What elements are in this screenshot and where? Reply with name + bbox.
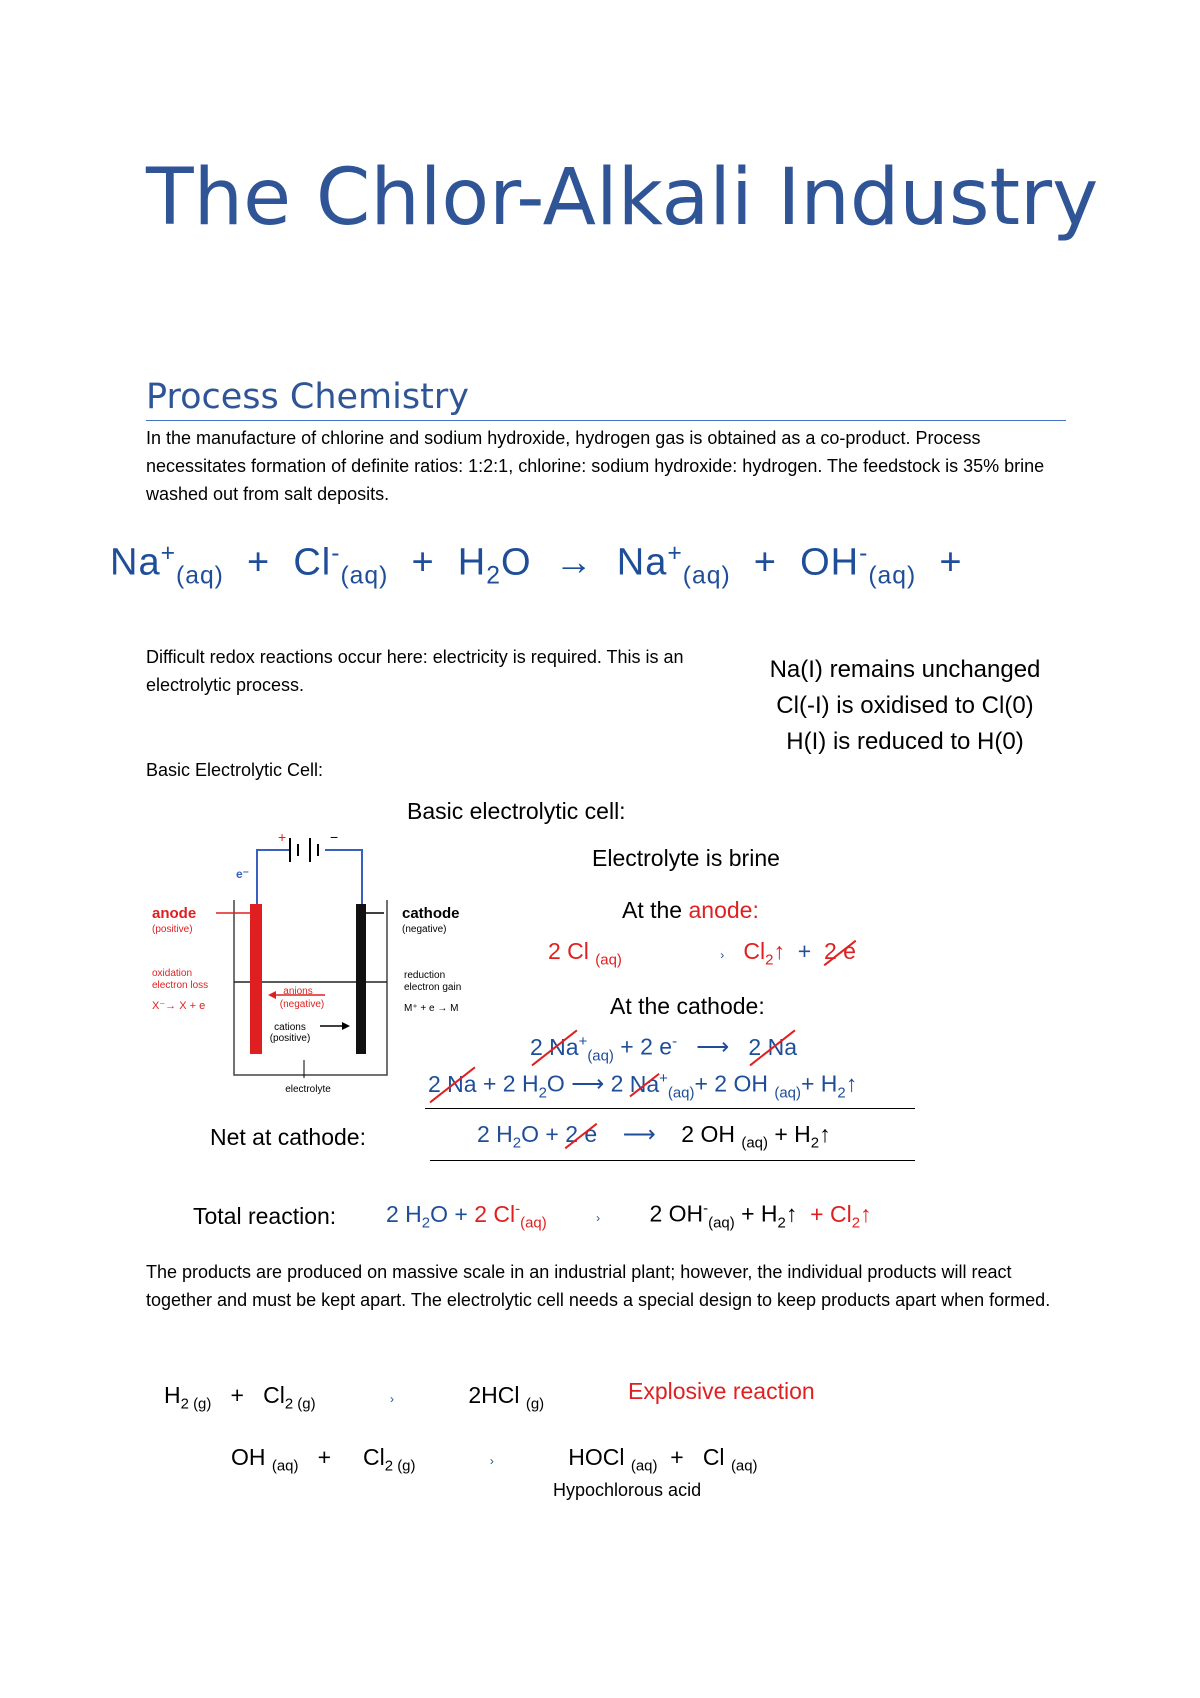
cations-sign: (positive) [269,1033,311,1044]
redox-paragraph: Difficult redox reactions occur here: electricity is required. This is an electrolytic process. [146,647,684,695]
total-reaction-equation: 2 $H_2O + 2$ $Cl^-_{(aq)}$ › 2 $OH^-_{(aq)}$ + $H_2↑$ + $Cl_2↑$ [386,1200,872,1232]
explosive-reaction-label: Explosive reaction [628,1378,815,1404]
oxidation-states [740,652,1070,760]
cathode-equation-1: 2 $Na^+_{(aq)} + 2$ e- ⟶ 2 Na [530,1033,797,1065]
anode-electrode [250,904,262,1054]
electrolyte-note: Electrolyte is brine [592,845,780,871]
anode-equation: 2 Cl $_{(aq)}$ › $Cl_2↑ + 2$ e [548,938,856,969]
reduction-label: reduction [404,970,446,981]
anions-sign: (negative) [279,999,325,1010]
anode-heading [622,897,759,924]
cathode-sign: (negative) [402,924,447,935]
total-reaction-label: Total reaction: [193,1203,337,1229]
oxidation-state-line-2: Cl(-I) is oxidised to Cl(0) [776,692,1034,719]
oxidation-label: oxidation [152,968,193,979]
electrolyte-label: electrolyte [285,1084,331,1095]
cathode-electrode [356,904,366,1054]
anions-label: anions [283,986,313,997]
hcl-equation: $H_{2 (g)} + Cl_{2 (g)}$ › 2HCl $_{(g)}$ [164,1382,545,1413]
cations-label: cations [274,1022,306,1033]
products-paragraph: The products are produced on massive scale in an industrial plant; however, the individual products will react together and must be kept apart. The electrolytic cell needs a special design to keep products apart when formed. [146,1262,1051,1310]
page-title: The Chlor-Alkali Industry [146,153,1099,243]
anode-heading-word: anode: [688,897,759,923]
diagram-heading: Basic electrolytic cell: [407,798,626,824]
oxidation-state-line-1: Na(I) remains unchanged [769,656,1041,683]
overall-equation: $Na^+_{(aq)} + Cl^-_{(aq)} + H_2O \to Na^+_{(aq)} + OH^-_{(aq)}$ + [110,540,963,590]
anode-label: anode [152,905,197,922]
basic-cell-label: Basic Electrolytic Cell: [146,760,324,780]
cathode-half-equation: M⁺ + e → M [404,1003,459,1014]
electron-gain-label: electron gain [404,982,462,993]
electron-label: e⁻ [236,867,250,881]
hypochlorous-label: Hypochlorous acid [553,1480,702,1500]
battery-plus: + [278,830,287,845]
anode-half-equation: X⁻→ X + e [152,1000,206,1012]
hocl-equation: OH $_{(aq)}$ + $Cl_{2 (g)}$ › HOCl $_{(aq)}$ + Cl $_{(aq)}$ [231,1444,758,1475]
anode-heading-prefix: At the [622,897,683,923]
cathode-rule-1 [425,1108,915,1109]
section-heading: Process Chemistry [146,377,469,417]
heading-rule [146,420,1066,421]
cathode-label: cathode [402,905,460,922]
anode-sign: (positive) [152,924,193,935]
cathode-heading: At the cathode: [610,993,765,1019]
electron-loss-label: electron loss [152,980,209,991]
net-cathode-label: Net at cathode: [210,1124,366,1150]
battery-minus: − [330,830,339,845]
net-cathode-equation: 2 $H_2O + 2$ e ⟶ 2 OH $_{(aq)} + H_2↑$ [477,1121,831,1152]
intro-paragraph: In the manufacture of chlorine and sodium hydroxide, hydrogen gas is obtained as a co-product. Process necessitates formation of definite ratios: 1:2:1, chlorine: sodium hydroxide: hydrogen. The feedstock is 35% brine washed out from salt deposits. [146,428,1045,504]
oxidation-state-line-3: H(I) is reduced to H(0) [786,728,1024,755]
cathode-equation-2: 2 Na + 2 $H_2O$ ⟶ 2 $Na^+_{(aq)}+ 2$ OH $_{(aq)}+ H_2↑$ [428,1070,858,1102]
cathode-rule-2 [430,1160,915,1161]
electrolytic-cell-diagram [150,830,480,1100]
